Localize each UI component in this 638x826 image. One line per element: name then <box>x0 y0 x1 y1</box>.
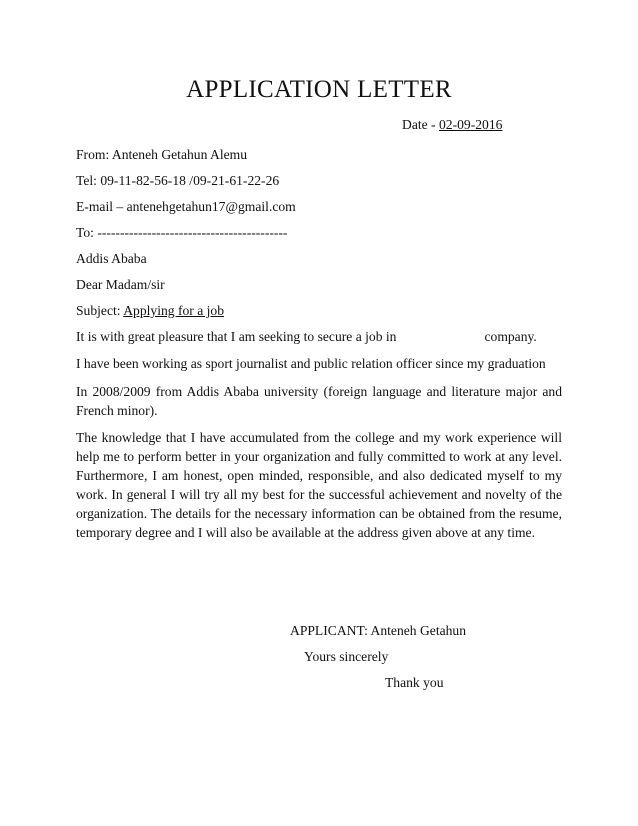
to-line: To: ------------------------------------------ <box>76 225 288 240</box>
tel-line: Tel: 09-11-82-56-18 /09-21-61-22-26 <box>76 173 280 188</box>
subject-value: Applying for a job <box>123 303 225 318</box>
paragraph-intro <box>76 328 537 346</box>
date-line <box>402 116 502 134</box>
intro-company: company. <box>484 329 537 344</box>
city-line: Addis Ababa <box>76 251 147 266</box>
subject-label: Subject: <box>76 303 124 318</box>
date-value: 02-09-2016 <box>439 117 503 132</box>
paragraph-knowledge: The knowledge that I have accumulated from the college and my work experience will help me to perform better in your organization and fully committed to work at any level. Furthermore, I am honest, open minded, responsible, and also dedicated myself to my work. In general I will try all my best for the successful achievement and novelty of the organization. The details for the necessary information can be obtained from the resume, temporary degree and I will also be available at the address given above at any time. <box>76 430 562 540</box>
from-line: From: Anteneh Getahun Alemu <box>76 147 248 162</box>
thanks-line: Thank you <box>385 675 444 690</box>
date-label: Date - <box>402 117 439 132</box>
paragraph-education: In 2008/2009 from Addis Ababa university (foreign language and literature major and French minor). <box>76 384 562 418</box>
intro-text: It is with great pleasure that I am seeking to secure a job in <box>76 329 397 344</box>
paragraph-experience: I have been working as sport journalist and public relation officer since my graduation <box>76 356 546 371</box>
closing-line: Yours sincerely <box>304 649 389 664</box>
greeting-line: Dear Madam/sir <box>76 277 165 292</box>
page-title: APPLICATION LETTER <box>186 76 452 103</box>
subject-line <box>76 302 224 320</box>
email-line: E-mail – antenehgetahun17@gmail.com <box>76 199 296 214</box>
applicant-line: APPLICANT: Anteneh Getahun <box>290 623 467 638</box>
